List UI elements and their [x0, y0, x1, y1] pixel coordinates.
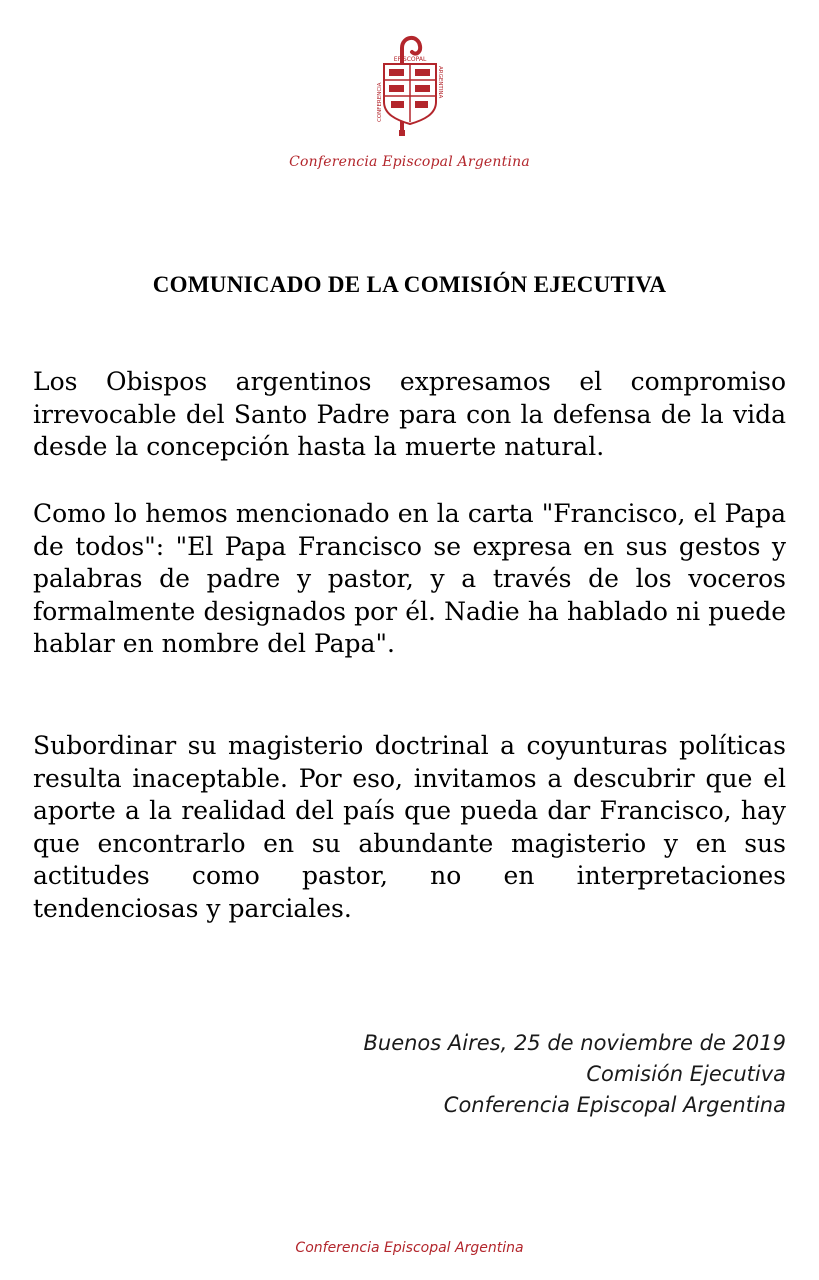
svg-text:EPISCOPAL: EPISCOPAL	[393, 56, 427, 63]
signature-commission: Comisión Ejecutiva	[586, 1062, 786, 1086]
signature-block	[186, 1028, 786, 1121]
header-organization-name: Conferencia Episcopal Argentina	[289, 154, 530, 170]
signature-place-date: Buenos Aires, 25 de noviembre de 2019	[363, 1031, 786, 1055]
svg-text:ARGENTINA: ARGENTINA	[437, 66, 443, 99]
episcopal-crest-logo	[372, 30, 448, 138]
document-title: COMUNICADO DE LA COMISIÓN EJECUTIVA	[152, 272, 667, 297]
paragraph-1: Los Obispos argentinos expresamos el compromiso irrevocable del Santo Padre para con la defensa de la vida desde la concepción hasta la muerte natural.	[33, 367, 786, 461]
signature-organization: Conferencia Episcopal Argentina	[443, 1093, 786, 1117]
footer-organization-name: Conferencia Episcopal Argentina	[295, 1240, 524, 1256]
svg-text:CONFERENCIA: CONFERENCIA	[377, 82, 383, 122]
paragraph-3: Subordinar su magisterio doctrinal a coyunturas políticas resulta inaceptable. Por eso, invitamos a descubrir que el aporte a la realidad del país que pueda dar Francisco, hay que encontrarlo en su abundante magisterio y en sus actitudes como pastor, no en interpretaciones tendenciosas y parciales.	[33, 731, 786, 923]
paragraph-2: Como lo hemos mencionado en la carta "Francisco, el Papa de todos": "El Papa Francisco se expresa en sus gestos y palabras de padre y pastor, y a través de los voceros formalmente designados por él. Nadie ha hablado ni puede hablar en nombre del Papa".	[33, 499, 786, 658]
